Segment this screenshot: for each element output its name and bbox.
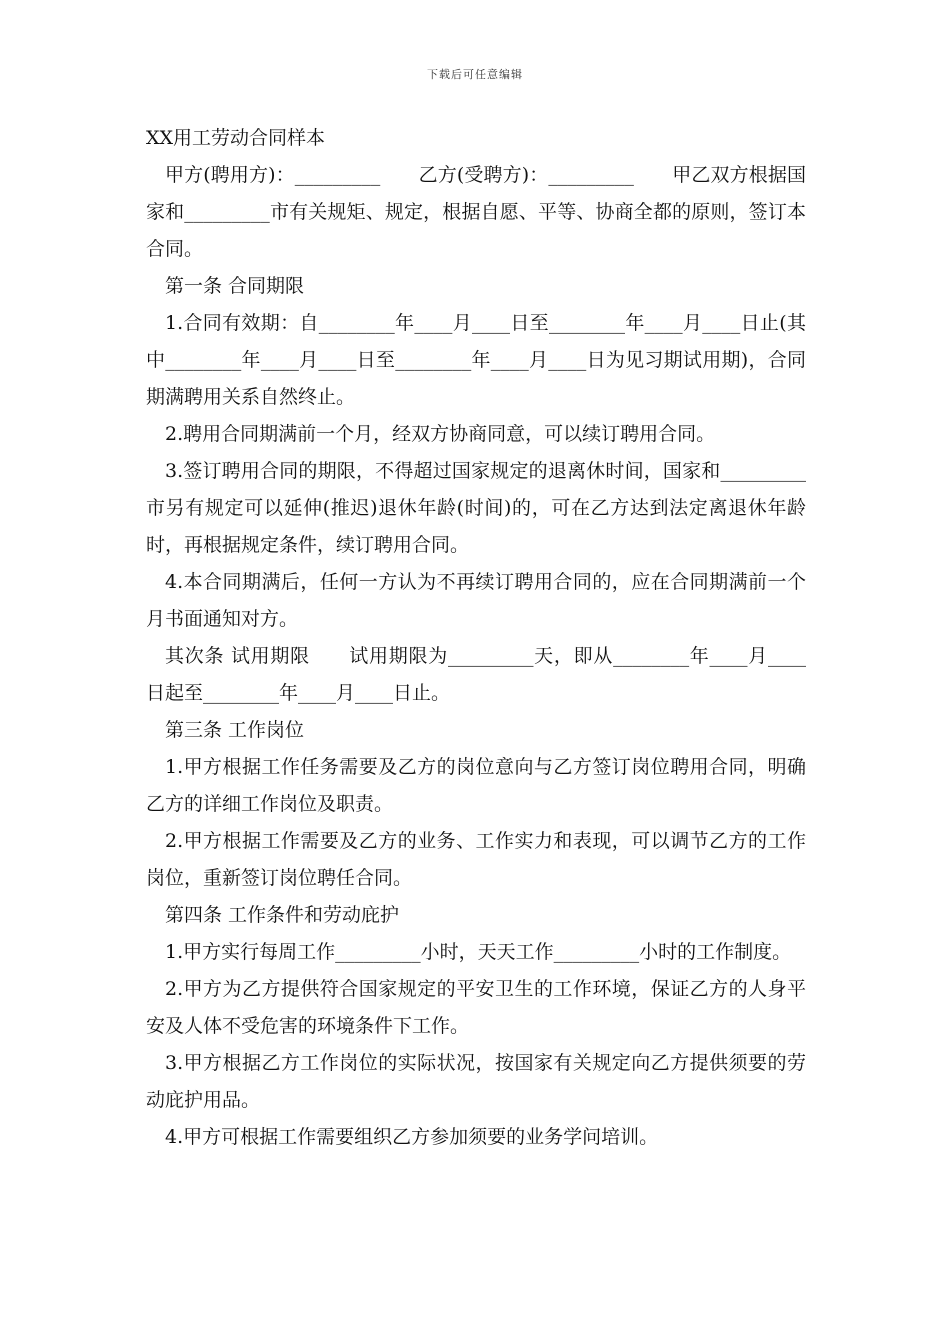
article-4-clause-4: 4.甲方可根据工作需要组织乙方参加须要的业务学问培训。 <box>165 1126 659 1148</box>
article-2-probation: 其次条 试用期限 试用期限为_________天，即从________年____月____日起至________年____月____日止。 <box>146 645 806 704</box>
article-1-clause-1: 1.合同有效期：自________年____月____日至________年____月____日止(其中________年____月____日至________年____月____日为见习期试用期)，合同期满聘用关系自然终止。 <box>146 312 806 408</box>
document-body <box>146 120 806 1156</box>
article-1-clause-3: 3.签订聘用合同的期限，不得超过国家规定的退离休时间，国家和_________市另有规定可以延伸(推迟)退休年龄(时间)的，可在乙方达到法定离退休年龄时，再根据规定条件，续订聘用合同。 <box>146 460 806 556</box>
article-3-heading: 第三条 工作岗位 <box>165 719 305 741</box>
article-1-clause-4: 4.本合同期满后，任何一方认为不再续订聘用合同的，应在合同期满前一个月书面通知对方。 <box>146 571 806 630</box>
article-4-clause-1: 1.甲方实行每周工作_________小时，天天工作_________小时的工作制度。 <box>165 941 792 963</box>
document-title: XX用工劳动合同样本 <box>146 127 326 149</box>
article-1-heading: 第一条 合同期限 <box>165 275 305 297</box>
article-1-clause-2: 2.聘用合同期满前一个月，经双方协商同意，可以续订聘用合同。 <box>165 423 716 445</box>
article-4-clause-3: 3.甲方根据乙方工作岗位的实际状况，按国家有关规定向乙方提供须要的劳动庇护用品。 <box>146 1052 806 1111</box>
article-3-clause-2: 2.甲方根据工作需要及乙方的业务、工作实力和表现，可以调节乙方的工作岗位，重新签订岗位聘任合同。 <box>146 830 806 889</box>
article-4-clause-2: 2.甲方为乙方提供符合国家规定的平安卫生的工作环境，保证乙方的人身平安及人体不受危害的环境条件下工作。 <box>146 978 806 1037</box>
party-intro-paragraph: 甲方(聘用方)：_________ 乙方(受聘方)：_________ 甲乙双方根据国家和_________市有关规矩、规定，根据自愿、平等、协商全都的原则，签订本合同。 <box>146 164 806 260</box>
article-3-clause-1: 1.甲方根据工作任务需要及乙方的岗位意向与乙方签订岗位聘用合同，明确乙方的详细工作岗位及职责。 <box>146 756 806 815</box>
page-header-note: 下载后可任意编辑 <box>427 68 523 81</box>
article-4-heading: 第四条 工作条件和劳动庇护 <box>165 904 400 926</box>
